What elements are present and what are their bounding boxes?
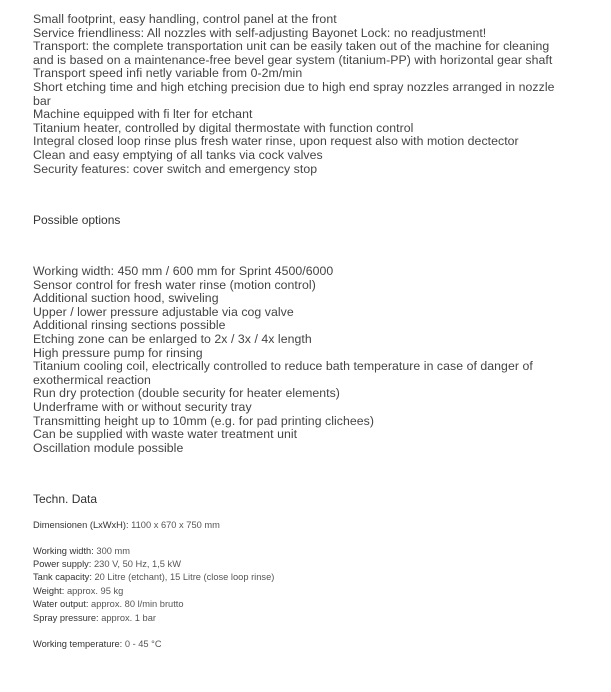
option-item: Can be supplied with waste water treatment unit — [33, 427, 298, 442]
feature-item: Titanium heater, controlled by digital thermostate with function control — [33, 120, 414, 135]
spec-value: 300 mm — [93, 546, 130, 556]
spec-label: Dimensionen (LxWxH): — [33, 520, 129, 530]
option-item: High pressure pump for rinsing — [33, 345, 203, 360]
spec-dimensions — [33, 519, 220, 532]
feature-item: Small footprint, easy handling, control panel at the front — [33, 12, 337, 26]
spec-spray-pressure — [33, 612, 156, 625]
feature-item: Clean and easy emptying of all tanks via cock valves — [33, 147, 323, 162]
spec-label: Weight: — [33, 586, 65, 596]
spec-value: approx. 95 kg — [64, 586, 124, 596]
spec-working-width — [33, 545, 130, 558]
option-item: Run dry protection (double security for heater elements) — [33, 386, 340, 401]
techn-data-heading: Techn. Data — [33, 492, 98, 506]
option-item: Additional rinsing sections possible — [33, 318, 226, 333]
spec-value: 20 Litre (etchant), 15 Litre (close loop rinse) — [91, 572, 275, 582]
spec-label: Power supply: — [33, 559, 92, 569]
spec-value: 1100 x 670 x 750 mm — [128, 520, 220, 530]
spec-value: 0 - 45 °C — [122, 639, 162, 649]
option-item: Transmitting height up to 10mm (e.g. for pad printing clichees) — [33, 413, 375, 428]
option-item: Additional suction hood, swiveling — [33, 291, 219, 306]
feature-item: Transport speed infi netly variable from 0-2m/min — [33, 66, 303, 81]
feature-item: Short etching time and high etching precision due to high end spray nozzles arranged in nozzle bar — [33, 79, 555, 108]
option-item: Working width: 450 mm / 600 mm for Sprint 4500/6000 — [33, 264, 334, 278]
spec-value: 230 V, 50 Hz, 1,5 kW — [91, 559, 181, 569]
spec-label: Spray pressure: — [33, 613, 99, 623]
feature-item: Security features: cover switch and emergency stop — [33, 161, 318, 176]
feature-item: Integral closed loop rinse plus fresh water rinse, upon request also with motion dectector — [33, 134, 519, 149]
spec-working-temperature — [33, 638, 162, 651]
spec-tank-capacity — [33, 571, 274, 584]
spec-value: approx. 80 l/min brutto — [88, 599, 184, 609]
spec-power-supply — [33, 558, 181, 571]
spec-label: Working temperature: — [33, 639, 123, 649]
feature-item: Service friendliness: All nozzles with self-adjusting Bayonet Lock: no readjustment! — [33, 25, 487, 40]
feature-item: Machine equipped with fi lter for etchant — [33, 107, 253, 122]
feature-list — [33, 13, 578, 176]
option-item: Upper / lower pressure adjustable via cog valve — [33, 304, 294, 319]
spec-value: approx. 1 bar — [98, 613, 156, 623]
option-item: Etching zone can be enlarged to 2x / 3x / 4x length — [33, 331, 312, 346]
spec-label: Water output: — [33, 599, 89, 609]
options-list — [33, 265, 578, 455]
options-heading: Possible options — [33, 213, 121, 227]
spec-weight — [33, 585, 123, 598]
option-item: Oscillation module possible — [33, 440, 184, 455]
option-item: Titanium cooling coil, electrically controlled to reduce bath temperature in case of danger of exothermical reaction — [33, 359, 533, 387]
option-item: Underframe with or without security tray — [33, 399, 252, 414]
spec-label: Working width: — [33, 546, 94, 556]
feature-item: Transport: the complete transportation unit can be easily taken out of the machine for cleaning and is based on a maintenance-free bevel gear system (titanium-PP) with horizontal gear shaft — [33, 39, 553, 67]
spec-label: Tank capacity: — [33, 572, 92, 582]
spec-water-output — [33, 598, 184, 611]
option-item: Sensor control for fresh water rinse (motion control) — [33, 277, 316, 292]
